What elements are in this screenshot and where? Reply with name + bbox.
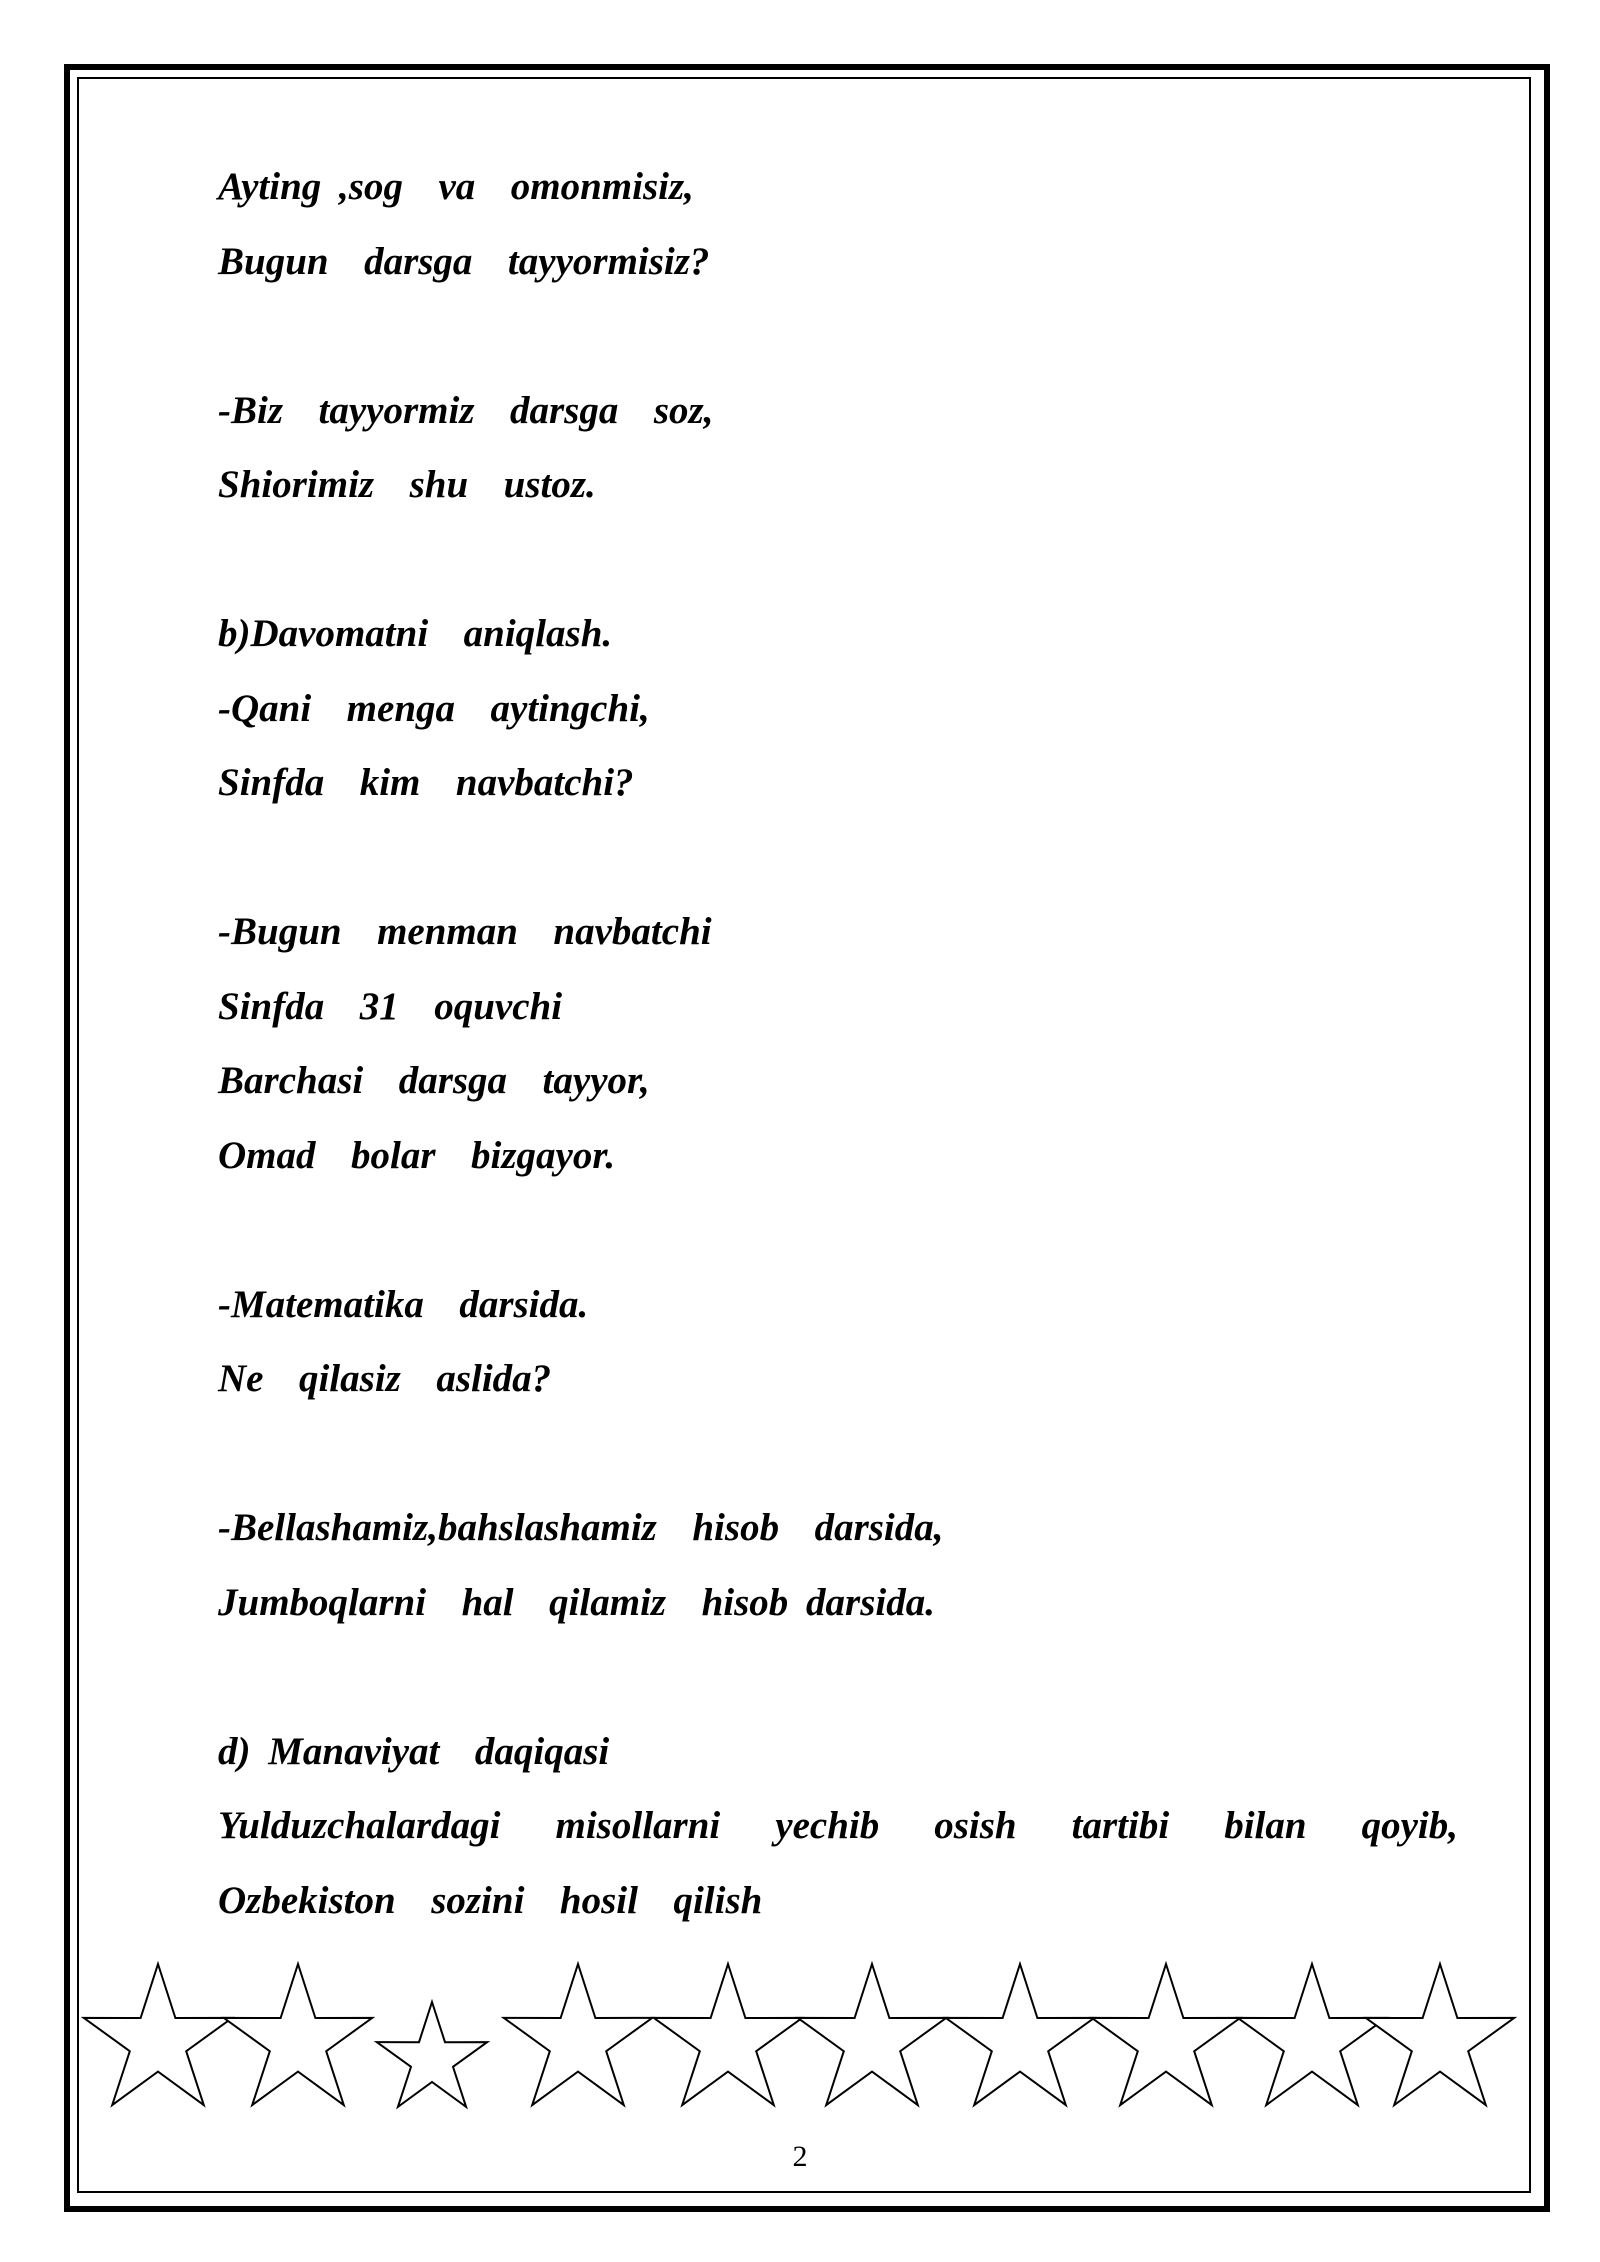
poem-line: -Qani menga aytingchi, [218, 686, 650, 730]
star-outline-icon [84, 1964, 232, 2105]
instruction-line: Yulduzchalardagi misollarni yechib osish tartibi bilan qoyib, [218, 1804, 1458, 1847]
star-outline-icon [377, 2002, 487, 2107]
poem-line: Barchasi darsga tayyor, [218, 1059, 650, 1102]
star-outline-icon [224, 1964, 372, 2105]
poem-line: Sinfda 31 oquvchi [218, 984, 563, 1028]
poem-line: -Matematika darsida. [218, 1282, 589, 1326]
page-number: 2 [792, 2140, 808, 2173]
star-outline-icon [946, 1964, 1094, 2105]
poem-line: Ne qilasiz aslida? [218, 1357, 552, 1400]
poem-line: Sinfda kim navbatchi? [218, 761, 634, 804]
poem-line: Shiorimiz shu ustoz. [218, 463, 596, 506]
section-heading-attendance: b)Davomatni aniqlash. [218, 612, 613, 655]
blank-line [218, 821, 1458, 896]
poem-line: -Bellashamiz,bahslashamiz hisob darsida, [218, 1506, 944, 1549]
poem-text [218, 150, 1458, 1938]
star-outline-icon [1366, 1964, 1514, 2105]
blank-line [218, 1193, 1458, 1268]
blank-line [218, 1640, 1458, 1715]
star-outline-icon [1092, 1964, 1240, 2105]
instruction-line: Ozbekiston sozini hosil qilish [218, 1878, 763, 1922]
blank-line [218, 299, 1458, 374]
poem-line: -Biz tayyormiz darsga soz, [218, 388, 714, 432]
poem-line: Bugun darsga tayyormisiz? [218, 239, 710, 283]
blank-line [218, 1417, 1458, 1492]
poem-line: Ayting ,sog va omonmisiz, [218, 165, 694, 208]
poem-line: Omad bolar bizgayor. [218, 1133, 616, 1177]
blank-line [218, 523, 1458, 598]
poem-line: -Bugun menman navbatchi [218, 910, 712, 953]
star-outline-icon [798, 1964, 946, 2105]
stars-row [80, 1960, 1530, 2120]
poem-line: Jumboqlarni hal qilamiz hisob darsida. [218, 1580, 936, 1624]
star-outline-icon [504, 1964, 652, 2105]
star-outline-icon [1238, 1964, 1386, 2105]
section-heading-spirituality: d) Manaviyat daqiqasi [218, 1729, 610, 1773]
star-outline-icon [654, 1964, 802, 2105]
